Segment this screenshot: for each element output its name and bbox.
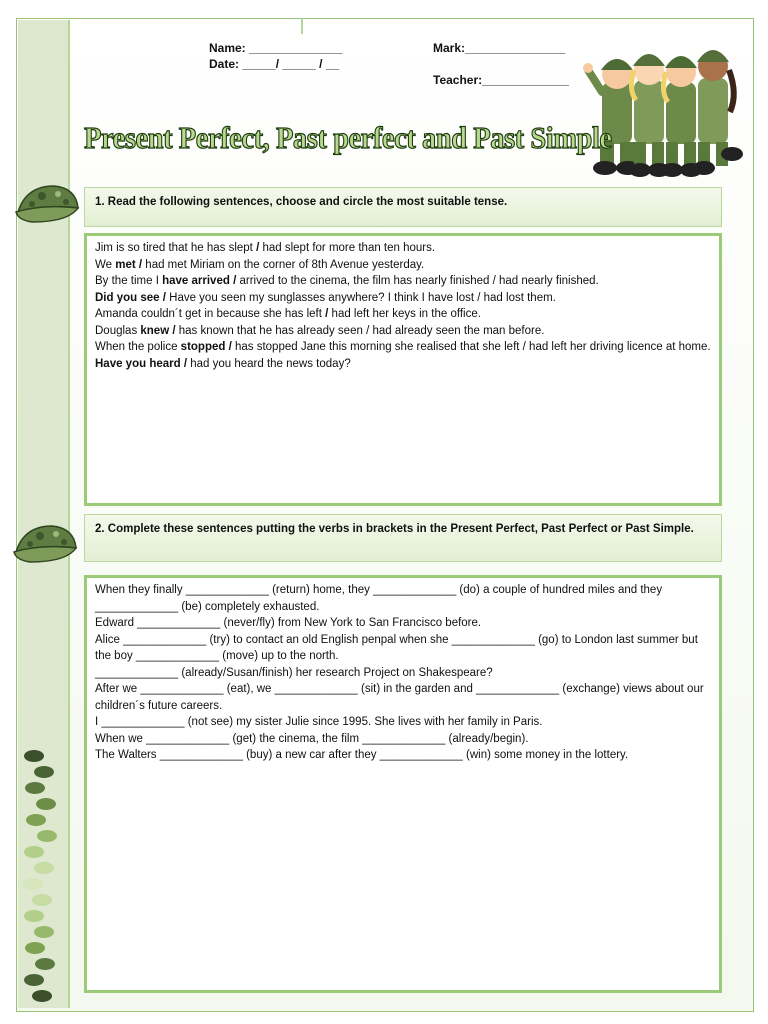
exercise-2-box: [84, 575, 722, 993]
army-hat-icon: [10, 518, 82, 566]
sentence-segment: had left her keys in the office.: [331, 308, 481, 320]
sentence-segment: had slept for more than ten hours.: [262, 242, 436, 254]
sentence-segment: arrived to the cinema, the film has nearly finished / had nearly finished.: [239, 275, 599, 287]
date-field: Date: _____/ _____ / __: [209, 57, 340, 71]
sentence-segment: /: [325, 308, 332, 320]
soldier-figure-3: [661, 56, 702, 177]
sentence-segment: When the police: [95, 341, 181, 353]
sentence-segment: had you heard the news today?: [190, 357, 351, 370]
teacher-field: Teacher:_____________: [433, 73, 569, 87]
sentence-segment: has known that he has already seen / had already seen the man before.: [178, 324, 545, 337]
sentence-segment: knew /: [140, 324, 179, 337]
sentence-segment: Did you see /: [95, 291, 170, 304]
sentence-segment: Have you heard /: [95, 357, 191, 370]
sentence-segment: Amanda couldn´t get in because she has left: [95, 308, 326, 320]
sentence-segment: has stopped Jane this morning she realised that she left / had left her driving licence at home.: [234, 341, 711, 353]
soldier-figure-4: [693, 50, 743, 175]
exercise-1-sentence: [95, 339, 711, 356]
worksheet-title: Present Perfect, Past perfect and Past Simple: [84, 120, 612, 155]
exercise-1-sentence: [95, 306, 711, 323]
sentence-segment: Have you seen my sunglasses anywhere? I think I have lost / had lost them.: [169, 291, 556, 304]
exercise-2-sentence: After we _____________ (eat), we _____________ (sit) in the garden and _____________ (exchange) views about our children´s future careers.: [95, 683, 704, 712]
exercise-1-box: [84, 233, 722, 506]
sentence-segment: /: [256, 242, 263, 254]
exercise-2-sentence: Alice _____________ (try) to contact an old English penpal when she _____________ (go) to London last summer but the boy _____________ (move) up to the north.: [95, 633, 698, 662]
sentence-segment: By the time I: [95, 275, 163, 287]
exercise-1-instruction: 1. Read the following sentences, choose and circle the most suitable tense.: [84, 187, 722, 227]
sentence-segment: We: [95, 258, 116, 271]
left-strip-divider: [68, 20, 70, 1008]
exercise-1-sentence: [95, 290, 711, 307]
sentence-segment: stopped /: [180, 341, 235, 353]
exercise-2-sentence: Edward _____________ (never/fly) from New York to San Francisco before.: [95, 617, 482, 629]
exercise-1-sentence: [95, 323, 711, 340]
sentence-segment: Douglas: [95, 324, 141, 337]
exercise-2-instruction: 2. Complete these sentences putting the verbs in brackets in the Present Perfect, Past Perfect or Past Simple.: [84, 514, 722, 562]
exercise-2-sentence: I _____________ (not see) my sister Julie since 1995. She lives with her family in Paris.: [95, 716, 543, 728]
exercise-2-sentence: When they finally _____________ (return) home, they _____________ (do) a couple of hundred miles and they _____________ (be) completely exhausted.: [95, 584, 663, 613]
top-divider-tick: [301, 18, 303, 34]
exercise-1-sentence: [95, 356, 711, 373]
sentence-segment: have arrived /: [162, 275, 240, 287]
army-hat-icon: [12, 178, 84, 226]
soldier-kids-illustration: [580, 30, 750, 180]
sentence-segment: Jim is so tired that he has slept: [95, 242, 257, 254]
sentence-segment: had met Miriam on the corner of 8th Avenue yesterday.: [145, 258, 425, 271]
decorative-dot-column: [20, 748, 60, 1008]
name-field: Name: ______________: [209, 41, 343, 55]
exercise-2-sentence: _____________ (already/Susan/finish) her research Project on Shakespeare?: [95, 666, 493, 679]
exercise-1-sentence: [95, 240, 711, 257]
sentence-segment: met /: [115, 258, 146, 271]
exercise-1-sentence: [95, 257, 711, 274]
exercise-2-sentence: The Walters _____________ (buy) a new car after they _____________ (win) some money in the lottery.: [95, 749, 629, 761]
mark-field: Mark:_______________: [433, 41, 566, 55]
exercise-2-sentence: When we _____________ (get) the cinema, the film _____________ (already/begin).: [95, 732, 529, 745]
exercise-1-sentence: [95, 273, 711, 290]
